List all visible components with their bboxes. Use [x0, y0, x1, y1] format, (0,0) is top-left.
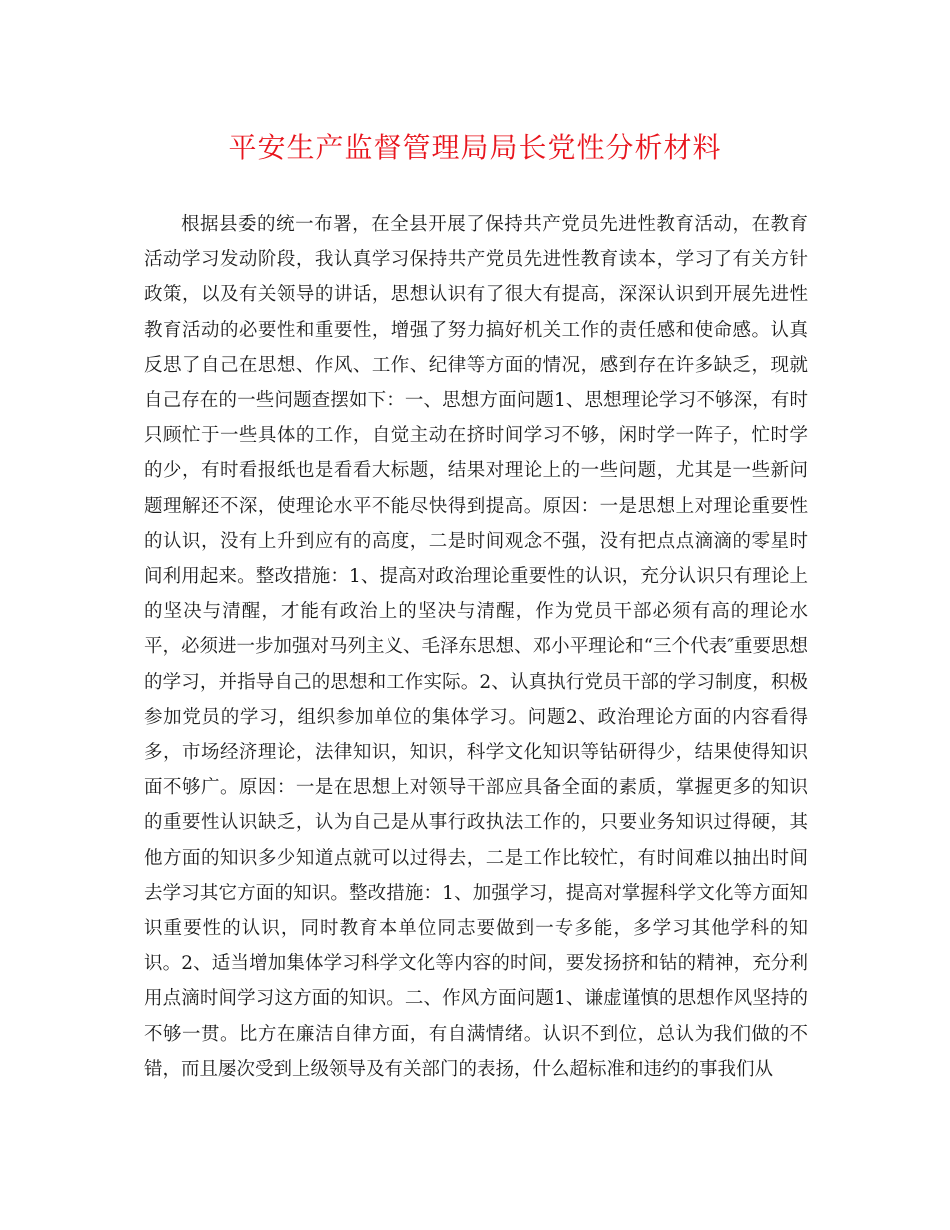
- document-title: 平安生产监督管理局局长党性分析材料: [228, 131, 722, 164]
- body-paragraph: 根据县委的统一布署，在全县开展了保持共产党员先进性教育活动，在教育活动学习发动阶段，我认真学习保持共产党员先进性教育读本，学习了有关方针政策，以及有关领导的讲话，思想认识有了很大有提高，深深认识到开展先进性教育活动的必要性和重要性，增强了努力搞好机关工作的责任感和使命感。认真反思了自己在思想、作风、工作、纪律等方面的情况，感到存在许多缺乏，现就自己存在的一些问题查摆如下：一、思想方面问题1、思想理论学习不够深，有时只顾忙于一些具体的工作，自觉主动在挤时间学习不够，闲时学一阵子，忙时学的少，有时看报纸也是看看大标题，结果对理论上的一些问题，尤其是一些新问题理解还不深，使理论水平不能尽快得到提高。原因：一是思想上对理论重要性的认识，没有上升到应有的高度，二是时间观念不强，没有把点点滴滴的零星时间利用起来。整改措施：1、提高对政治理论重要性的认识，充分认识只有理论上的坚决与清醒，才能有政治上的坚决与清醒，作为党员干部必须有高的理论水平，必须进一步加强对马列主义、毛泽东思想、邓小平理论和“三个代表″重要思想的学习，并指导自己的思想和工作实际。2、认真执行党员干部的学习制度，积极参加党员的学习，组织参加单位的集体学习。问题2、政治理论方面的内容看得多，市场经济理论，法律知识，知识，科学文化知识等钻研得少，结果使得知识面不够广。原因：一是在思想上对领导干部应具备全面的素质，掌握更多的知识的重要性认识缺乏，认为自己是从事行政执法工作的，只要业务知识过得硬，其他方面的知识多少知道点就可以过得去，二是工作比较忙，有时间难以抽出时间去学习其它方面的知识。整改措施：1、加强学习，提高对掌握科学文化等方面知识重要性的认识，同时教育本单位同志要做到一专多能，多学习其他学科的知识。2、适当增加集体学习科学文化等内容的时间，要发扬挤和钻的精神，充分利用点滴时间学习这方面的知识。二、作风方面问题1、谦虚谨慎的思想作风坚持的不够一贯。比方在廉洁自律方面，有自满情绪。认识不到位，总认为我们做的不错，而且屡次受到上级领导及有关部门的表扬，什么超标准和违约的事我们从: [144, 214, 808, 1080]
